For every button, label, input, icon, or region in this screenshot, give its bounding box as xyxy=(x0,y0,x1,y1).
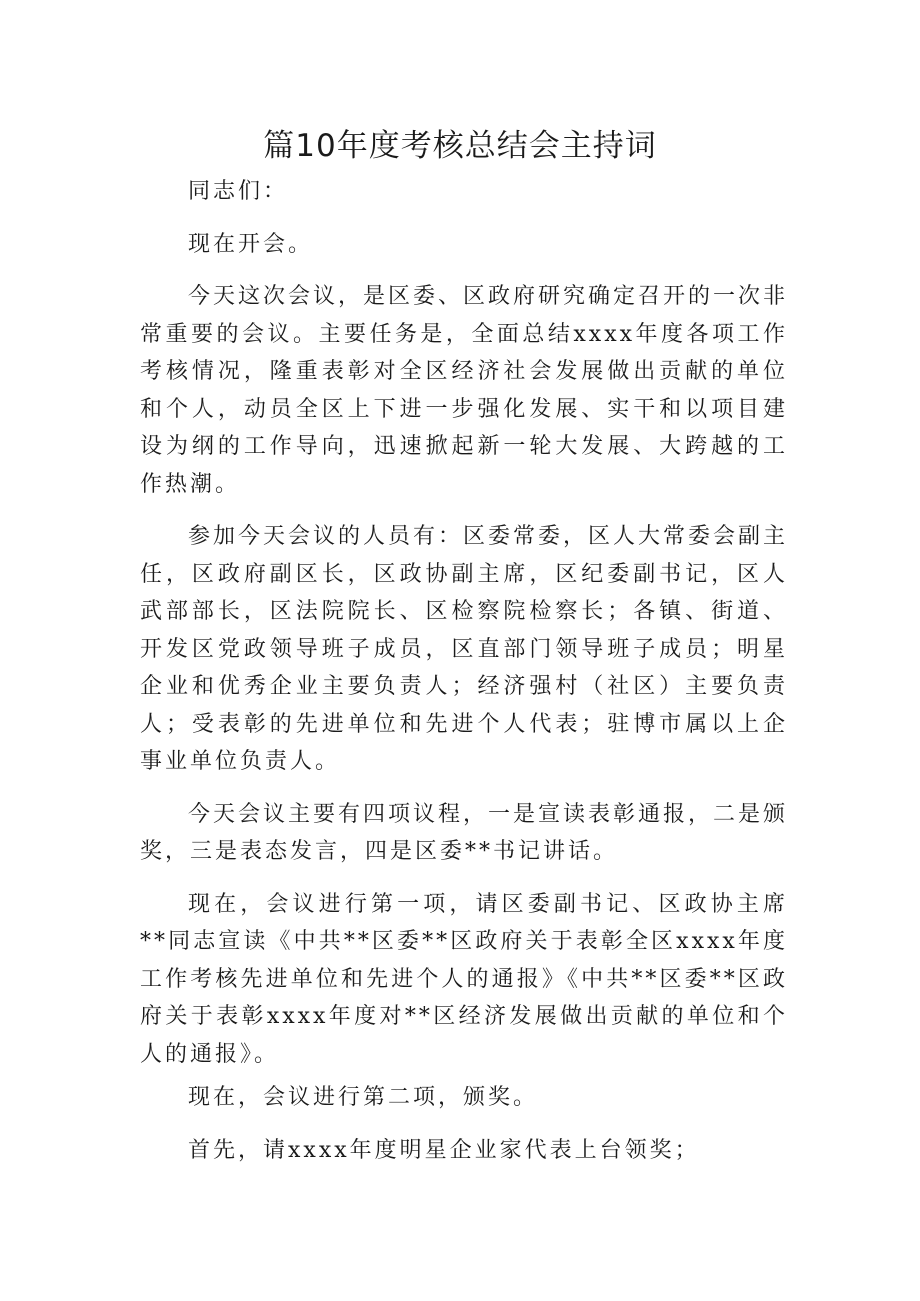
document-title: 篇10年度考核总结会主持词 xyxy=(263,128,657,164)
paragraph-awards-first: 首先，请xxxx年度明星企业家代表上台领奖； xyxy=(188,1137,700,1163)
paragraph-greeting: 同志们： xyxy=(188,179,289,204)
paragraph-item-two: 现在，会议进行第二项，颁奖。 xyxy=(188,1085,539,1110)
paragraph-item-one: 现在，会议进行第一项，请区委副书记、区政协主席**同志宣读《中共**区委**区政府关于表彰全区xxxx年度工作考核先进单位和先进个人的通报》《中共**区委**区政府关于表彰xxxx年度对**区经济发展做出贡献的单位和个人的通报》。 xyxy=(140,891,788,1067)
paragraph-attendees: 参加今天会议的人员有：区委常委，区人大常委会副主任，区政府副区长，区政协副主席，区纪委副书记，区人武部部长，区法院院长、区检察院检察长；各镇、街道、开发区党政领导班子成员，区直部门领导班子成员；明星企业和优秀企业主要负责人；经济强村（社区）主要负责人；受表彰的先进单位和先进个人代表；驻博市属以上企事业单位负责人。 xyxy=(140,524,789,774)
document-body xyxy=(140,173,788,1184)
paragraph-agenda: 今天会议主要有四项议程，一是宣读表彰通报，二是颁奖，三是表态发言，四是区委**书记讲话。 xyxy=(140,801,789,864)
paragraph-opening: 现在开会。 xyxy=(188,231,314,257)
paragraph-purpose: 今天这次会议，是区委、区政府研究确定召开的一次非常重要的会议。主要任务是，全面总结xxxx年度各项工作考核情况，隆重表彰对全区经济社会发展做出贡献的单位和个人，动员全区上下进一步强化发展、实干和以项目建设为纲的工作导向，迅速掀起新一轮大发展、大跨越的工作热潮。 xyxy=(140,284,789,497)
